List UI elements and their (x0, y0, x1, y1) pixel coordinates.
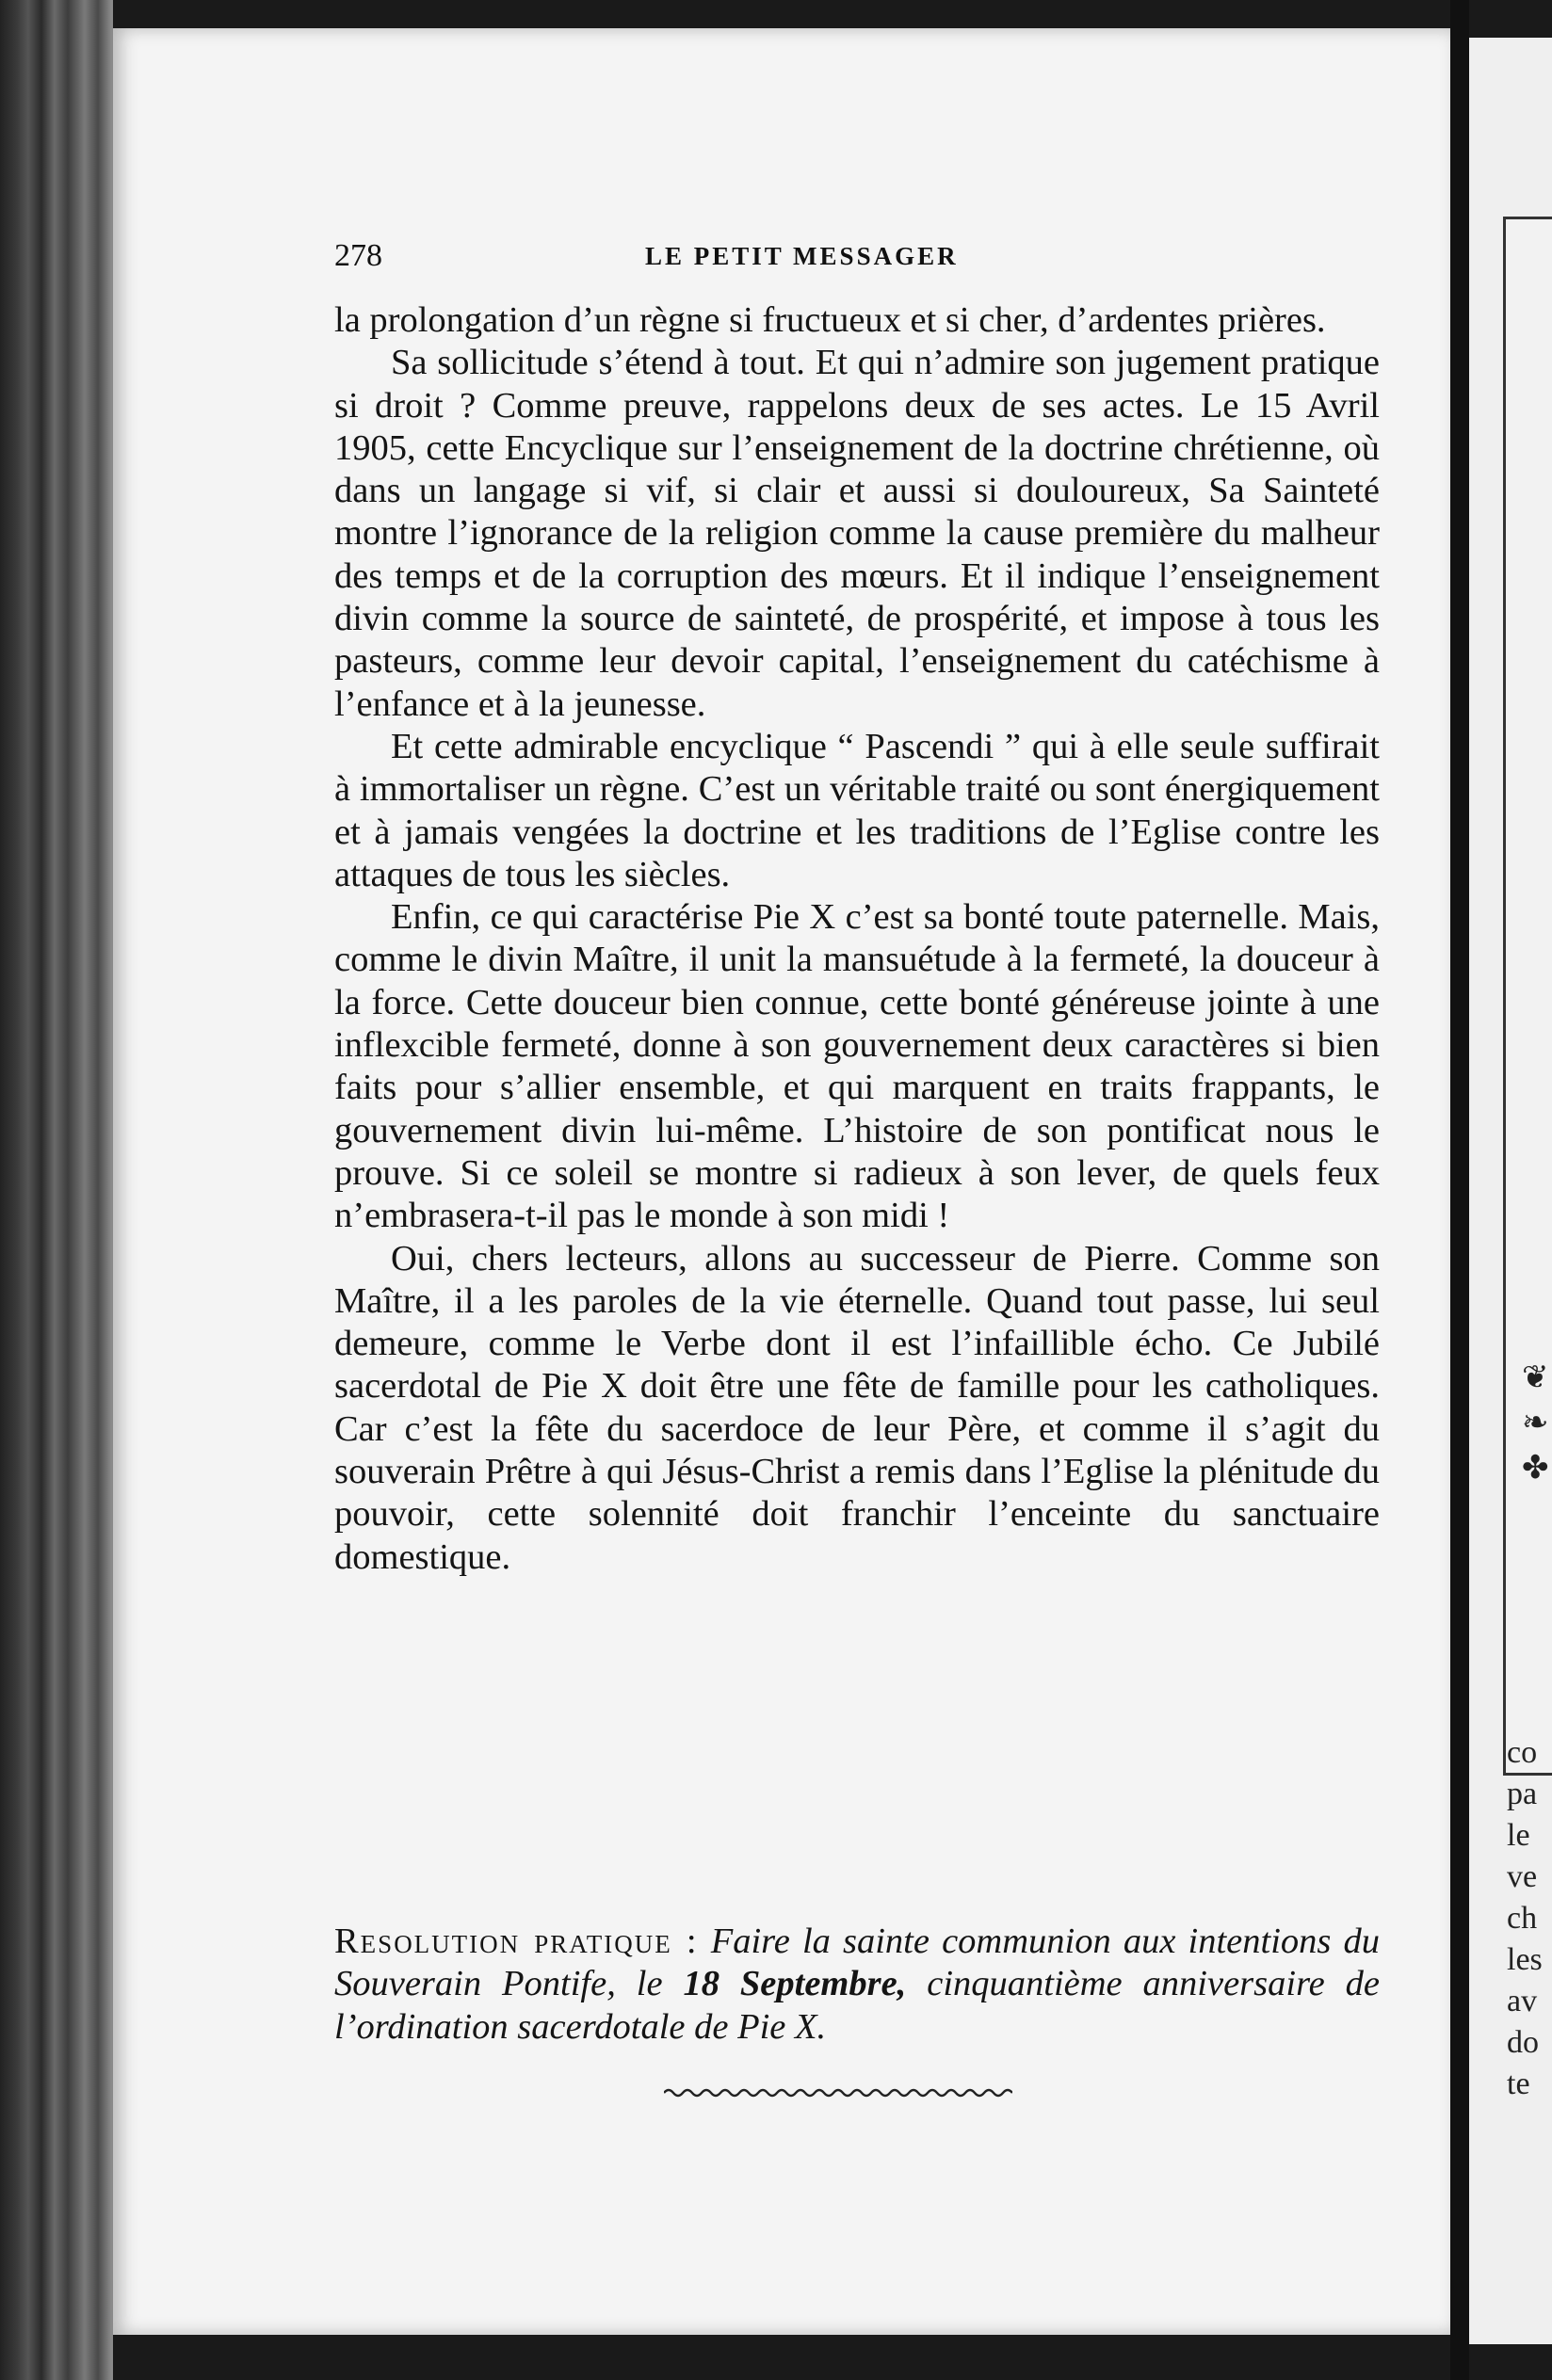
fragment: ch (1507, 1901, 1538, 1936)
squiggle-divider-icon (664, 2085, 1012, 2100)
fragment: av (1507, 1984, 1538, 2018)
fragment: les (1507, 1942, 1543, 1977)
ornament-icon: ❦ ❧ ✤ (1522, 1360, 1549, 1486)
resolution-lead: Resolution pratique : (334, 1922, 699, 1961)
paragraph: Enfin, ce qui caractérise Pie X c’est sa bonté toute paternelle. Mais, comme le divin Maître, il unit la mansuétude à la fermeté, la douceur à la force. Cette douceur bien connue, cette bonté généreuse jointe à une inflexcible fermeté, donne à son gouvernement deux caractères si bien faits pour s’allier ensemble, et qui marquent en traits frappants, le gouvernement divin lui-même. L’histoire de son pontificat nous le prouve. Si ce soleil se montre si radieux à son lever, de quels feux n’embrasera-t-il pas le monde à son midi ! (334, 897, 1380, 1236)
fragment: ve (1507, 1859, 1538, 1894)
resolution-text: Faire la sainte communion aux intentions du Souverain Pontife, le (334, 1922, 1380, 2004)
fragment: te (1507, 2066, 1530, 2101)
paragraph: la prolongation d’un règne si fructueux et si cher, d’ardentes prières. (334, 300, 1326, 340)
book-binding (0, 0, 113, 2380)
paragraph: Oui, chers lecteurs, allons au successeur de Pierre. Comme son Maître, il a les paroles de la vie éternelle. Quand tout passe, lui seul demeure, comme le Verbe dont il est l’infaillible écho. Ce Jubilé sacerdotal de Pie X doit être une fête de famille pour les catholiques. Car c’est la fête du sacerdoce de leur Père, et comme il s’agit du souverain Prêtre à qui Jésus-Christ a remis dans l’Eglise la plénitude du pouvoir, cette solennité doit franchir l’enceinte du sanctuaire domestique. (334, 1238, 1380, 1577)
body-text (334, 299, 1380, 1579)
fragment: co (1507, 1735, 1538, 1770)
adjacent-page (1469, 38, 1552, 2344)
fragment: do (1507, 2025, 1539, 2060)
running-title: LE PETIT MESSAGER (645, 242, 959, 270)
paragraph: Sa sollicitude s’étend à tout. Et qui n’admire son jugement pratique si droit ? Comme preuve, rappelons deux de ses actes. Le 15 Avril 1905, cette Encyclique sur l’enseignement de la doctrine chrétienne, où dans un langage si vif, si clair et aussi si douloureux, Sa Sainteté montre l’ignorance de la religion comme la cause première du malheur des temps et de la corruption des mœurs. Et il indique l’enseignement divin comme la source de sainteté, de prospérité, et impose à tous les pasteurs, comme leur devoir capital, l’enseignement du catéchisme à l’enfance et à la jeunesse. (334, 343, 1380, 724)
fragment: le (1507, 1818, 1530, 1853)
resolution-date: 18 Septembre, (683, 1964, 907, 2004)
fragment: pa (1507, 1777, 1538, 1811)
resolution-block (334, 1921, 1380, 2049)
paragraph: Et cette admirable encyclique “ Pascendi ” qui à elle seule suffirait à immortaliser un règne. C’est un véritable traité ou sont énergiquement et à jamais vengées la doctrine et les traditions de l’Eglise contre les attaques de tous les siècles. (334, 726, 1380, 894)
running-header (334, 238, 1361, 285)
page-number: 278 (334, 238, 382, 273)
page-fold (1450, 0, 1469, 2380)
adjacent-page-text (1507, 1732, 1552, 2105)
resolution-text-end: cinquantième anniversaire de l’ordination sacerdotale de Pie X. (334, 1964, 1380, 2047)
